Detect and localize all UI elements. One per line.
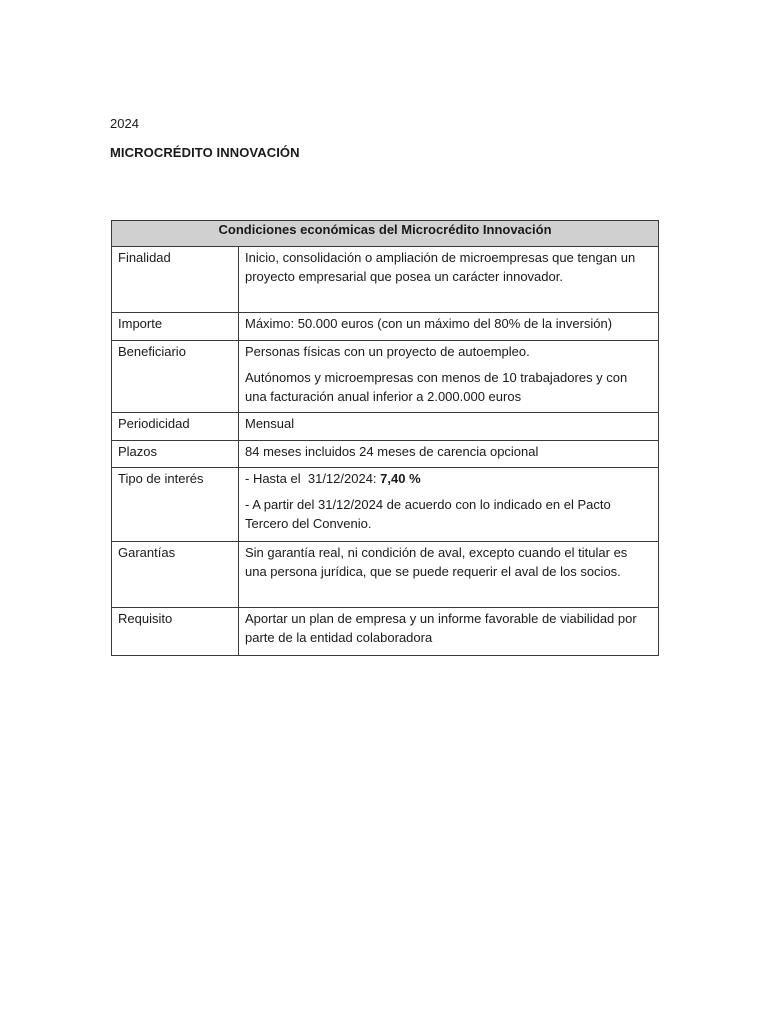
row-value-requisito: Aportar un plan de empresa y un informe favorable de viabilidad por parte de la entidad colaboradora	[239, 608, 659, 656]
interes-rate: 7,40 %	[380, 471, 421, 486]
row-value-garantias: Sin garantía real, ni condición de aval, excepto cuando el titular es una persona jurídica, que se puede requerir el aval de los socios.	[239, 542, 659, 608]
table-row	[112, 341, 659, 413]
row-value-importe: Máximo: 50.000 euros (con un máximo del 80% de la inversión)	[239, 313, 659, 341]
row-label-tipo-interes: Tipo de interés	[112, 468, 239, 542]
row-label-plazos: Plazos	[112, 441, 239, 468]
beneficiario-paragraph-1: Personas físicas con un proyecto de autoempleo.	[245, 344, 530, 359]
row-label-garantias: Garantías	[112, 542, 239, 608]
row-label-beneficiario: Beneficiario	[112, 341, 239, 413]
row-value-periodicidad: Mensual	[239, 413, 659, 441]
document-year: 2024	[110, 116, 139, 131]
table-row	[112, 468, 659, 542]
row-value-beneficiario	[239, 341, 659, 413]
interes-prefix: - Hasta el 31/12/2024:	[245, 471, 381, 486]
row-label-finalidad: Finalidad	[112, 247, 239, 313]
table-header: Condiciones económicas del Microcrédito Innovación	[112, 221, 659, 247]
conditions-table	[111, 220, 659, 656]
table-row	[112, 441, 659, 468]
document-title: MICROCRÉDITO INNOVACIÓN	[110, 145, 300, 160]
row-value-finalidad: Inicio, consolidación o ampliación de microempresas que tengan un proyecto empresarial que posea un carácter innovador.	[239, 247, 659, 313]
row-value-plazos: 84 meses incluidos 24 meses de carencia opcional	[239, 441, 659, 468]
table-row	[112, 413, 659, 441]
beneficiario-paragraph-2: Autónomos y microempresas con menos de 10 trabajadores y con una facturación anual inferior a 2.000.000 euros	[245, 370, 628, 404]
row-label-periodicidad: Periodicidad	[112, 413, 239, 441]
row-value-tipo-interes	[239, 468, 659, 542]
table-row	[112, 608, 659, 656]
row-label-requisito: Requisito	[112, 608, 239, 656]
table-row	[112, 542, 659, 608]
table-row	[112, 247, 659, 313]
interes-paragraph-1	[245, 469, 652, 488]
row-label-importe: Importe	[112, 313, 239, 341]
table-row	[112, 313, 659, 341]
interes-paragraph-2: - A partir del 31/12/2024 de acuerdo con lo indicado en el Pacto Tercero del Convenio.	[245, 497, 611, 531]
